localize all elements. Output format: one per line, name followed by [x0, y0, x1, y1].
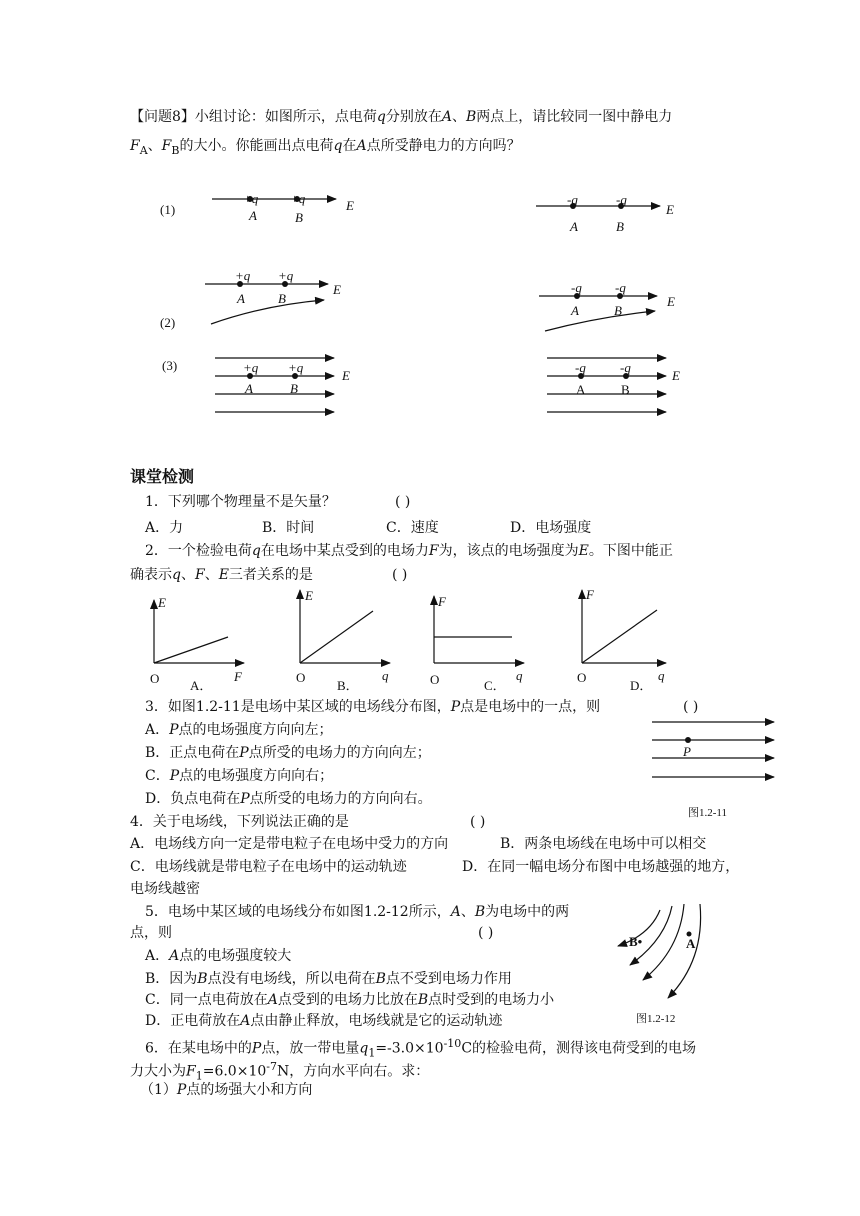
p5-text: C．同一点电荷放在: [145, 992, 268, 1008]
p5-text: B．因为: [145, 971, 198, 987]
p6-subquestion-1: [140, 1080, 312, 1100]
label-minus-q: -q: [616, 192, 627, 207]
label-B: B: [616, 219, 624, 234]
p2-E: E: [578, 543, 589, 559]
p3-text: B．正点电荷在: [145, 745, 240, 761]
label-A: A: [571, 303, 579, 318]
p3-paren: ( ): [683, 699, 699, 715]
graph-line: [582, 610, 657, 663]
p3-option-a: [145, 720, 333, 740]
label-plus-q: +q: [278, 268, 294, 283]
p3-text: 点所受的电场力的方向向右。: [249, 791, 432, 807]
label-A: A: [686, 936, 696, 951]
p5-option-a: [145, 946, 291, 966]
label-plus-q: +q: [243, 191, 259, 206]
graph-y-label: E: [158, 595, 166, 610]
graph-y-label: F: [586, 587, 594, 602]
label-E: E: [666, 202, 674, 217]
p3-text: D．负点电荷在: [145, 791, 241, 807]
p2-text: 三者关系的是: [228, 567, 313, 583]
label-A: A: [570, 219, 578, 234]
label-plus-q: +q: [235, 268, 251, 283]
p6-text: （1）: [140, 1082, 177, 1098]
section-title: 课堂检测: [130, 467, 195, 486]
p6-q1-sub: 1: [368, 1046, 376, 1060]
graph-y-label: F: [438, 594, 446, 609]
p5-text: 5．电场中某区域的电场线分布如图1.2-12所示，: [145, 904, 451, 920]
p6-P: P: [251, 1040, 262, 1057]
q8-A: A: [356, 138, 367, 154]
label-E: E: [346, 198, 354, 213]
label-B: B: [290, 381, 298, 396]
label-minus-q: -q: [571, 280, 582, 295]
q8-sep: 、: [452, 109, 466, 125]
p3-text: C．: [145, 768, 170, 784]
graph-x-label: q: [516, 668, 523, 683]
label-A: A: [249, 208, 257, 223]
graph-option: D．: [630, 678, 653, 693]
q8-FB: F: [161, 138, 172, 154]
graph-origin: O: [296, 670, 306, 685]
p2-text: 确表示: [130, 567, 172, 583]
p2-F: F: [194, 567, 205, 583]
p4-option-b: B．两条电场线在电场中可以相交: [500, 836, 707, 852]
fig-num-2: (2): [160, 315, 176, 330]
p2-text: 在电场中某点受到的电场力: [260, 543, 429, 559]
p3-stem: [145, 697, 600, 717]
q8-text: 点所受静电力的方向吗？: [366, 138, 521, 154]
p3-text: 点的电场强度方向向左；: [178, 722, 333, 738]
p2-F: F: [428, 543, 439, 559]
q8-FA-sub: A: [139, 143, 148, 157]
p5-B: B: [474, 904, 486, 920]
p5-B: B: [375, 971, 386, 987]
graph-line: [154, 637, 228, 663]
p6-text: 力大小为: [130, 1063, 186, 1080]
graph-x-label: F: [234, 669, 242, 684]
p5-text: 为电场中的两: [485, 904, 570, 920]
p3-option-c: [145, 766, 333, 786]
q8-FA: F: [130, 138, 140, 154]
p1-option-d: D．电场强度: [510, 520, 592, 536]
graph-y-label: E: [305, 588, 313, 603]
label-minus-q: -q: [575, 360, 586, 375]
label-plus-q: +q: [290, 191, 306, 206]
p4-option-d-cont: 电场线越密: [130, 881, 200, 897]
q8-text: 在: [342, 138, 357, 154]
graph-x-label: q: [382, 668, 389, 683]
graph-origin: O: [577, 670, 587, 685]
p2-text: 、: [180, 567, 195, 583]
p3-text: 点是电场中的一点，则: [460, 699, 601, 715]
p2-E: E: [218, 567, 229, 583]
p2-text: 、: [204, 567, 219, 583]
p5-option-b: [145, 969, 512, 989]
graph-line: [300, 611, 373, 663]
label-plus-q: +q: [243, 360, 259, 375]
label-B: B: [614, 303, 622, 318]
p2-paren: ( ): [392, 567, 408, 583]
q8-B: B: [466, 109, 477, 125]
p6-text: =6.0×10: [202, 1063, 267, 1080]
p3-option-d: [145, 789, 432, 809]
graph-origin: O: [430, 672, 440, 687]
p4-option-d: D．在同一幅电场分布图中电场越强的地方，: [462, 859, 740, 875]
label-B: B: [295, 210, 303, 225]
p2-text: 。下图中能正: [588, 543, 673, 559]
p3-text: 点所受的电场力的方向向左；: [248, 745, 431, 761]
point-P-dot: [685, 737, 691, 743]
label-A: A: [576, 382, 586, 397]
p4-option-c: C．电场线就是带电粒子在电场中的运动轨迹: [130, 859, 407, 875]
p3-text: 3．如图1.2-11是电场中某区域的电场线分布图，: [145, 699, 451, 715]
graph-option: C．: [484, 678, 506, 693]
q8-q: q: [376, 109, 386, 125]
label-minus-q: -q: [567, 192, 578, 207]
field-line-curved: [668, 904, 701, 998]
p5-text: 点没有电场线，所以电荷在: [207, 971, 376, 987]
q8-FB-sub: B: [171, 143, 180, 157]
p5-A: A: [240, 1013, 251, 1029]
p3-option-b: [145, 743, 431, 763]
p6-F1: F: [186, 1063, 196, 1080]
label-plus-q: +q: [288, 360, 304, 375]
label-minus-q: -q: [615, 280, 626, 295]
q8-q: q: [333, 138, 343, 154]
p4-option-a: A．电场线方向一定是带电粒子在电场中受力的方向: [130, 836, 449, 852]
label-B: B: [621, 382, 630, 397]
p1-option-a: A．力: [145, 520, 184, 536]
p3-P: P: [169, 768, 180, 784]
p3-text: A．: [145, 722, 170, 738]
p2-text: 为，该点的电场强度为: [438, 543, 579, 559]
p5-text: D．正电荷放在: [145, 1013, 241, 1029]
field-line-curved: [211, 300, 324, 324]
label-E: E: [333, 282, 341, 297]
graph-x-label: q: [658, 668, 665, 683]
p3-P: P: [240, 791, 250, 807]
fig-num-3: (3): [162, 358, 178, 373]
figure-caption: 图1.2-11: [688, 807, 728, 819]
fig-num-1: (1): [160, 202, 176, 217]
p6-text: 点的场强大小和方向: [186, 1082, 313, 1098]
p5-A: A: [450, 904, 461, 920]
p2-q: q: [172, 567, 181, 583]
p3-P: P: [239, 745, 249, 761]
label-E: E: [667, 294, 675, 309]
p5-text: 点受到的电场力比放在: [277, 992, 418, 1008]
p5-A: A: [169, 948, 180, 964]
field-line-curved: [643, 904, 684, 980]
p1-stem: [145, 492, 336, 512]
label-B: B: [278, 291, 286, 306]
p6-text: N，方向水平向右。求：: [276, 1063, 430, 1080]
graph-option: A．: [190, 678, 213, 693]
p1-stem-text: 1．下列哪个物理量不是矢量？: [145, 494, 336, 510]
p5-option-c: [145, 990, 554, 1010]
p1-option-b: B．时间: [262, 520, 315, 536]
p5-text: 点的电场强度较大: [179, 948, 292, 964]
field-line-curved: [545, 311, 655, 331]
label-E: E: [672, 368, 680, 383]
q8-text: 分别放在: [385, 109, 442, 125]
p4-stem: 4．关于电场线，下列说法正确的是: [130, 814, 349, 830]
p3-P: P: [169, 722, 179, 738]
p5-A: A: [267, 992, 278, 1008]
p6-text: =-3.0×10: [375, 1040, 444, 1057]
p5-paren: ( ): [478, 925, 494, 941]
label-E: E: [342, 368, 350, 383]
label-A: A: [245, 381, 253, 396]
q8-text: 的大小。你能画出点电荷: [179, 138, 334, 154]
p5-stem-cont: 点，则: [130, 925, 172, 941]
label-minus-q: -q: [620, 360, 631, 375]
p1-option-c: C．速度: [386, 520, 439, 536]
figure-caption: 图1.2-12: [636, 1013, 676, 1025]
p5-option-d: [145, 1011, 502, 1031]
p1-paren: ( ): [395, 494, 411, 510]
p2-line1: [145, 541, 673, 561]
p5-B: B: [417, 992, 429, 1008]
p5-text: A．: [145, 948, 170, 964]
p5-sep: 、: [460, 904, 475, 920]
p5-B: B: [197, 971, 208, 987]
label-P: P: [683, 744, 691, 759]
graph-origin: O: [150, 671, 160, 686]
q8-A: A: [441, 109, 452, 125]
q8-text: 两点上，请比较同一图中静电力: [476, 109, 673, 125]
p5-text: 点由静止释放，电场线就是它的运动轨迹: [250, 1013, 503, 1029]
p5-text: 点不受到电场力作用: [385, 971, 512, 987]
p6-exp2: -7: [266, 1060, 277, 1073]
p6-text: 6．在某电场中的: [145, 1040, 252, 1057]
q8-sep: 、: [147, 138, 162, 154]
label-B: B•: [629, 934, 643, 949]
p2-text: 2．一个检验电荷: [145, 543, 252, 559]
p5-text: 点时受到的电场力小: [428, 992, 555, 1008]
p2-line2: [130, 565, 313, 585]
label-A: A: [237, 291, 245, 306]
p3-text: 点的电场强度方向向右；: [179, 768, 334, 784]
p5-stem: [145, 902, 569, 922]
p6-text: C的检验电荷，测得该电荷受到的电场: [461, 1040, 697, 1057]
graph-option: B．: [337, 678, 359, 693]
p3-P: P: [450, 699, 461, 715]
p6-exp1: -10: [443, 1037, 462, 1050]
p4-paren: ( ): [470, 814, 486, 830]
p6-text: 点，放一带电量: [261, 1040, 360, 1057]
p2-q: q: [251, 543, 261, 559]
p6-P: P: [176, 1082, 187, 1098]
p6-F1-sub: 1: [195, 1069, 203, 1083]
p6-q1: q: [359, 1040, 369, 1057]
q8-text: 【问题8】小组讨论：如图所示，点电荷: [130, 109, 377, 125]
